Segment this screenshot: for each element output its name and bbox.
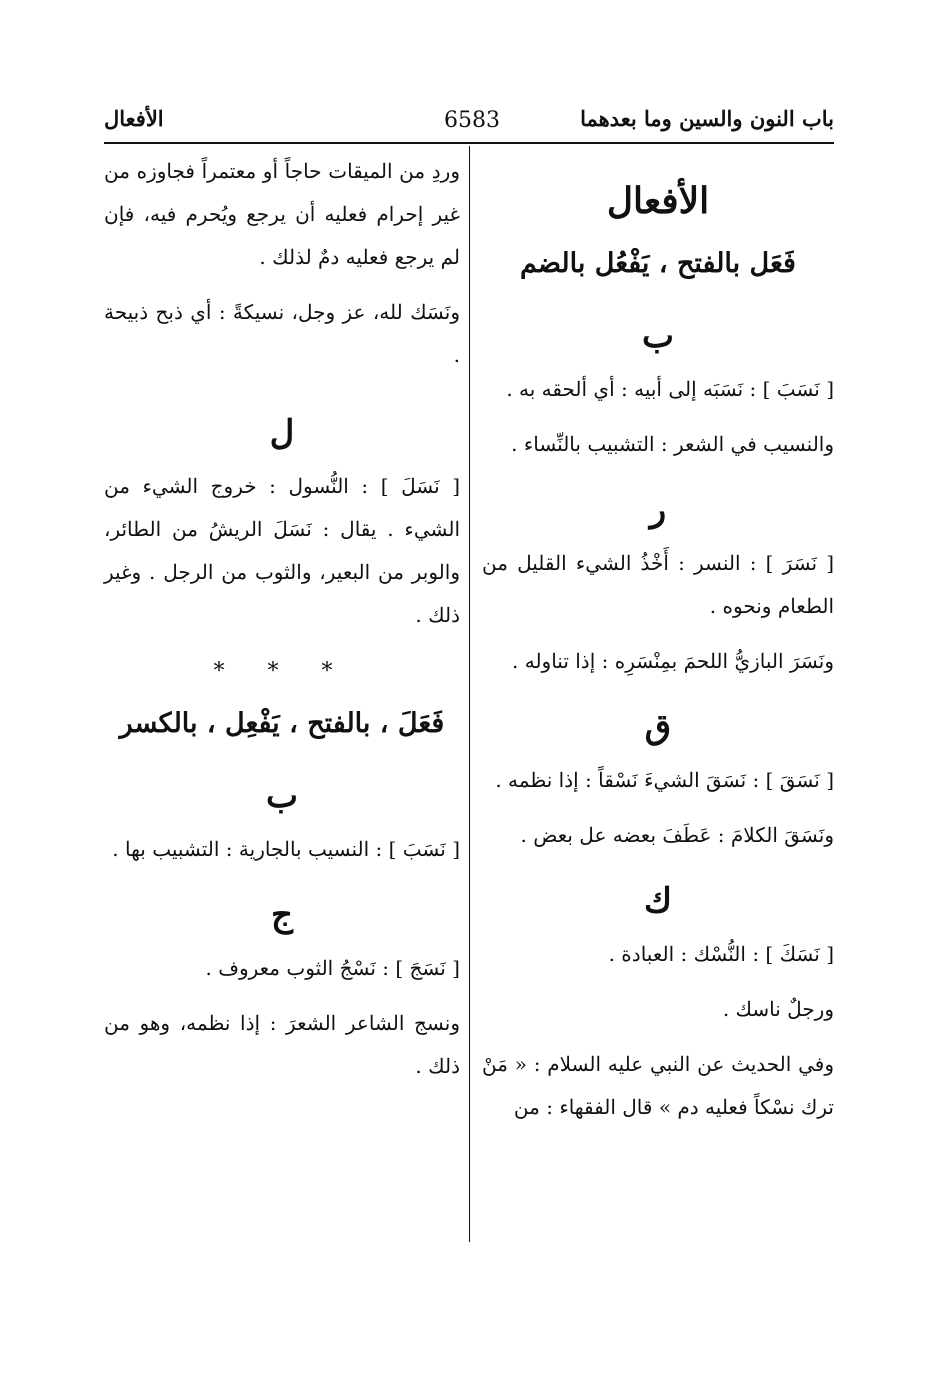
- entry-paragraph: [ نَسَجَ ] : نَسْجُ الثوب معروف .: [205, 956, 460, 980]
- entry-paragraph: [ نَسَكَ ] : النُّسْك : العبادة .: [608, 942, 834, 966]
- letter-heading: ب: [265, 776, 298, 816]
- header-rule: [104, 142, 834, 144]
- entry-paragraph: [ نَسَبَ ] : نَسَبَه إلى أبيه : أي ألحقه به .: [506, 377, 834, 401]
- entry-paragraph: ونسج الشاعر الشعرَ : إذا نظمه، وهو من ذلك .: [104, 1011, 460, 1078]
- entry-paragraph: والنسيب في الشعر : التشبيب بالنِّساء .: [511, 432, 834, 456]
- entry-paragraph: ونَسَقَ الكلامَ : عَطَفَ بعضه عل بعض .: [520, 823, 834, 847]
- right-column: [482, 150, 834, 1129]
- entry-paragraph: ونَسَرَ البازيُّ اللحمَ بمِنْسَرِه : إذا تناوله .: [512, 649, 834, 673]
- entry-paragraph: ونَسَك لله، عز وجل، نسيكةً : أي ذبح ذبيحة .: [104, 300, 460, 367]
- header-section-title: الأفعال: [104, 106, 164, 131]
- letter-heading: ر: [649, 490, 667, 530]
- section-heading: فَعَلَ ، بالفتح ، يَفْعِل ، بالكسر: [119, 708, 445, 739]
- page-number: 6583: [444, 108, 500, 133]
- left-column: [104, 150, 460, 1088]
- column-divider: [469, 146, 470, 1242]
- letter-heading: ق: [644, 707, 672, 747]
- entry-paragraph: [ نَسَقَ ] : نَسَقَ الشيءَ نَسْقاً : إذا نظمه .: [495, 768, 834, 792]
- letter-heading: ك: [643, 881, 673, 921]
- entry-paragraph: [ نَسَبَ ] : النسيب بالجارية : التشبيب بها .: [112, 837, 460, 861]
- entry-paragraph: [ نَسَلَ ] : النُّسول : خروج الشيء من الشيء . يقال : نَسَلَ الريشُ من الطائر، والوبر من البعير، والثوب من الرجل . وغير ذلك .: [104, 474, 460, 627]
- section-heading: فَعَل بالفتح ، يَفْعُل بالضم: [520, 248, 796, 279]
- entry-paragraph: [ نَسَرَ ] : النسر : أَخْذُ الشيء القليل من الطعام ونحوه .: [482, 551, 834, 618]
- entry-paragraph: وفي الحديث عن النبي عليه السلام : « مَنْ ترك نسْكاً فعليه دم » قال الفقهاء : من: [482, 1052, 834, 1119]
- letter-heading: ب: [641, 316, 674, 356]
- chapter-heading: الأفعال: [606, 180, 710, 222]
- section-separator: * * *: [213, 659, 351, 684]
- page-header: [104, 102, 834, 138]
- entry-paragraph: ورجلٌ ناسك .: [722, 997, 834, 1021]
- header-chapter-title: باب النون والسين وما بعدهما: [580, 106, 834, 131]
- letter-heading: ل: [269, 413, 295, 453]
- entry-paragraph: وردِ من الميقات حاجاً أو معتمراً فجاوزه من غير إحرام فعليه أن يرجع ويُحرم فيه، فإن لم يرجع فعليه دمٌ لذلك .: [104, 159, 460, 269]
- letter-heading: ج: [271, 895, 293, 935]
